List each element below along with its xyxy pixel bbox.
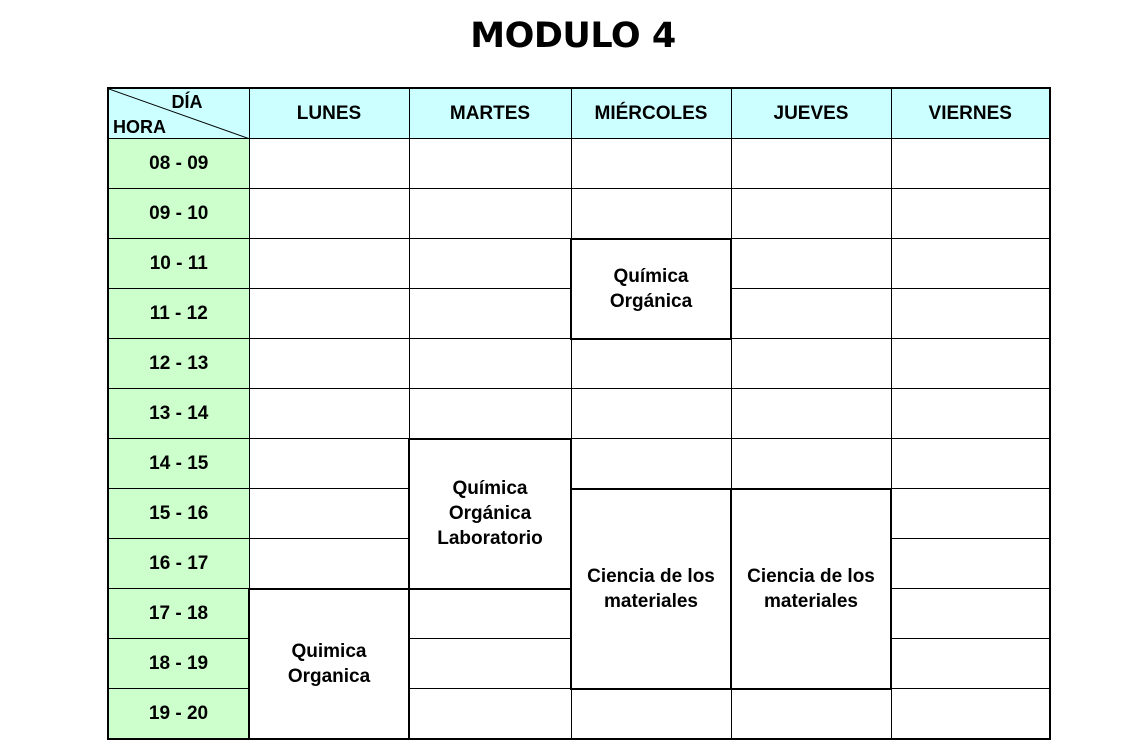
empty-cell	[571, 139, 731, 189]
empty-cell	[891, 289, 1050, 339]
day-header-miercoles: MIÉRCOLES	[571, 88, 731, 139]
day-header-jueves: JUEVES	[731, 88, 891, 139]
subject-line: Química	[613, 265, 689, 287]
schedule-table	[107, 87, 1051, 740]
subject-line: Quimica	[291, 640, 367, 662]
empty-cell	[249, 189, 409, 239]
subject-block-quimica-organica-lunes	[249, 589, 409, 740]
empty-cell	[249, 539, 409, 589]
subject-block-ciencia-materiales-miercoles	[571, 489, 731, 689]
empty-cell	[891, 189, 1050, 239]
hour-cell: 14 - 15	[108, 439, 249, 489]
empty-cell	[891, 689, 1050, 740]
subject-line: materiales	[763, 590, 858, 612]
empty-cell	[409, 189, 571, 239]
subject-line: Laboratorio	[437, 528, 543, 549]
hour-cell: 18 - 19	[108, 639, 249, 689]
empty-cell	[731, 189, 891, 239]
empty-cell	[409, 689, 571, 740]
hour-cell: 10 - 11	[108, 239, 249, 289]
corner-header-cell	[108, 88, 249, 139]
empty-cell	[409, 289, 571, 339]
empty-cell	[409, 589, 571, 639]
page-title: MODULO 4	[470, 16, 676, 56]
empty-cell	[891, 239, 1050, 289]
empty-cell	[409, 639, 571, 689]
empty-cell	[891, 639, 1050, 689]
hour-cell: 11 - 12	[108, 289, 249, 339]
empty-cell	[731, 389, 891, 439]
empty-cell	[731, 239, 891, 289]
day-header-martes: MARTES	[409, 88, 571, 139]
day-header-viernes: VIERNES	[891, 88, 1050, 139]
empty-cell	[571, 439, 731, 489]
corner-hour-label: HORA	[113, 117, 166, 137]
hour-cell: 16 - 17	[108, 539, 249, 589]
empty-cell	[891, 389, 1050, 439]
empty-cell	[249, 289, 409, 339]
empty-cell	[731, 689, 891, 740]
empty-cell	[409, 389, 571, 439]
subject-block-quimica-organica-miercoles	[571, 239, 731, 339]
empty-cell	[731, 139, 891, 189]
hour-cell: 08 - 09	[108, 139, 249, 189]
subject-line: Orgánica	[448, 503, 532, 524]
empty-cell	[891, 139, 1050, 189]
empty-cell	[891, 589, 1050, 639]
hour-cell: 13 - 14	[108, 389, 249, 439]
empty-cell	[249, 239, 409, 289]
day-header-lunes: LUNES	[249, 88, 409, 139]
subject-line: Química	[452, 478, 528, 499]
empty-cell	[249, 439, 409, 489]
empty-cell	[731, 339, 891, 389]
empty-cell	[249, 389, 409, 439]
corner-day-label: DÍA	[171, 92, 203, 112]
hour-cell: 09 - 10	[108, 189, 249, 239]
empty-cell	[409, 139, 571, 189]
empty-cell	[409, 239, 571, 289]
empty-cell	[571, 189, 731, 239]
subject-line: Organica	[287, 665, 371, 687]
empty-cell	[409, 339, 571, 389]
empty-cell	[891, 489, 1050, 539]
empty-cell	[571, 689, 731, 740]
subject-block-ciencia-materiales-jueves	[731, 489, 891, 689]
empty-cell	[571, 339, 731, 389]
empty-cell	[731, 439, 891, 489]
empty-cell	[249, 339, 409, 389]
subject-line: materiales	[603, 590, 698, 612]
empty-cell	[731, 289, 891, 339]
subject-line: Ciencia de los	[587, 565, 715, 587]
hour-cell: 19 - 20	[108, 689, 249, 740]
hour-cell: 17 - 18	[108, 589, 249, 639]
empty-cell	[891, 539, 1050, 589]
hour-cell: 15 - 16	[108, 489, 249, 539]
empty-cell	[891, 339, 1050, 389]
empty-cell	[571, 389, 731, 439]
empty-cell	[891, 439, 1050, 489]
subject-block-quimica-organica-laboratorio-martes	[409, 439, 571, 589]
hour-cell: 12 - 13	[108, 339, 249, 389]
empty-cell	[249, 489, 409, 539]
subject-line: Ciencia de los	[747, 565, 875, 587]
subject-line: Orgánica	[609, 290, 693, 312]
empty-cell	[249, 139, 409, 189]
